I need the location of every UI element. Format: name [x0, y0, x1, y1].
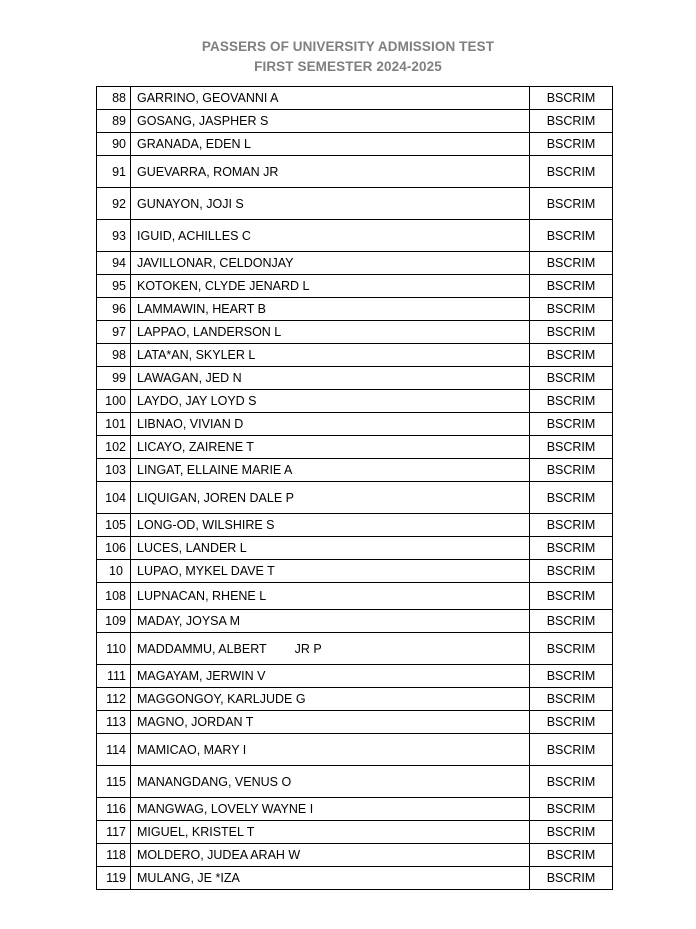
row-number: 115 [97, 766, 131, 798]
program-code: BSCRIM [530, 156, 613, 188]
program-code: BSCRIM [530, 537, 613, 560]
student-name: KOTOKEN, CLYDE JENARD L [131, 275, 530, 298]
student-name: LUCES, LANDER L [131, 537, 530, 560]
program-code: BSCRIM [530, 514, 613, 537]
student-name: LICAYO, ZAIRENE T [131, 436, 530, 459]
table-row [97, 133, 613, 156]
student-name: LAYDO, JAY LOYD S [131, 390, 530, 413]
row-number: 118 [97, 844, 131, 867]
row-number: 94 [97, 252, 131, 275]
row-number: 98 [97, 344, 131, 367]
table-row [97, 482, 613, 514]
table-row [97, 275, 613, 298]
student-name: LIQUIGAN, JOREN DALE P [131, 482, 530, 514]
student-name: GRANADA, EDEN L [131, 133, 530, 156]
program-code: BSCRIM [530, 275, 613, 298]
table-row [97, 321, 613, 344]
student-name: LATA*AN, SKYLER L [131, 344, 530, 367]
document-header [0, 37, 696, 77]
table-row [97, 821, 613, 844]
row-number: 10 [97, 560, 131, 583]
program-code: BSCRIM [530, 665, 613, 688]
program-code: BSCRIM [530, 413, 613, 436]
program-code: BSCRIM [530, 252, 613, 275]
program-code: BSCRIM [530, 87, 613, 110]
table-row [97, 583, 613, 610]
student-name: LINGAT, ELLAINE MARIE A [131, 459, 530, 482]
table-row [97, 514, 613, 537]
row-number: 106 [97, 537, 131, 560]
program-code: BSCRIM [530, 711, 613, 734]
program-code: BSCRIM [530, 298, 613, 321]
student-name: MADAY, JOYSA M [131, 610, 530, 633]
student-name: LAPPAO, LANDERSON L [131, 321, 530, 344]
table-row [97, 156, 613, 188]
row-number: 90 [97, 133, 131, 156]
document-subtitle: FIRST SEMESTER 2024-2025 [254, 59, 442, 74]
student-name: GUEVARRA, ROMAN JR [131, 156, 530, 188]
student-name-part: MADDAMMU, ALBERT [137, 641, 267, 656]
program-code: BSCRIM [530, 436, 613, 459]
table-row [97, 344, 613, 367]
table-row [97, 459, 613, 482]
table-row [97, 610, 613, 633]
program-code: BSCRIM [530, 367, 613, 390]
row-number: 97 [97, 321, 131, 344]
passers-table [96, 86, 613, 890]
student-name: MIGUEL, KRISTEL T [131, 821, 530, 844]
document-title: PASSERS OF UNIVERSITY ADMISSION TEST [201, 39, 495, 54]
table-row [97, 798, 613, 821]
student-name: LAMMAWIN, HEART B [131, 298, 530, 321]
row-number: 110 [97, 633, 131, 665]
table-row [97, 110, 613, 133]
student-name: MULANG, JE *IZA [131, 867, 530, 890]
program-code: BSCRIM [530, 798, 613, 821]
program-code: BSCRIM [530, 766, 613, 798]
program-code: BSCRIM [530, 459, 613, 482]
student-name: GARRINO, GEOVANNI A [131, 87, 530, 110]
table-row [97, 711, 613, 734]
student-name: LUPNACAN, RHENE L [131, 583, 530, 610]
row-number: 93 [97, 220, 131, 252]
row-number: 100 [97, 390, 131, 413]
row-number: 114 [97, 734, 131, 766]
student-name: MAGAYAM, JERWIN V [131, 665, 530, 688]
program-code: BSCRIM [530, 482, 613, 514]
program-code: BSCRIM [530, 633, 613, 665]
program-code: BSCRIM [530, 390, 613, 413]
table-row [97, 734, 613, 766]
row-number: 112 [97, 688, 131, 711]
student-name: MOLDERO, JUDEA ARAH W [131, 844, 530, 867]
row-number: 101 [97, 413, 131, 436]
table-row [97, 633, 613, 665]
row-number: 92 [97, 188, 131, 220]
table-row [97, 252, 613, 275]
row-number: 108 [97, 583, 131, 610]
row-number: 104 [97, 482, 131, 514]
program-code: BSCRIM [530, 583, 613, 610]
student-name: LAWAGAN, JED N [131, 367, 530, 390]
table-row [97, 220, 613, 252]
row-number: 88 [97, 87, 131, 110]
row-number: 89 [97, 110, 131, 133]
table-row [97, 298, 613, 321]
student-name: MAGGONGOY, KARLJUDE G [131, 688, 530, 711]
table-row [97, 413, 613, 436]
program-code: BSCRIM [530, 610, 613, 633]
table-row [97, 87, 613, 110]
row-number: 113 [97, 711, 131, 734]
student-name: GUNAYON, JOJI S [131, 188, 530, 220]
row-number: 99 [97, 367, 131, 390]
table-row [97, 688, 613, 711]
row-number: 105 [97, 514, 131, 537]
student-name: MANGWAG, LOVELY WAYNE I [131, 798, 530, 821]
row-number: 109 [97, 610, 131, 633]
student-name: LIBNAO, VIVIAN D [131, 413, 530, 436]
program-code: BSCRIM [530, 844, 613, 867]
program-code: BSCRIM [530, 110, 613, 133]
student-name: IGUID, ACHILLES C [131, 220, 530, 252]
student-name [131, 633, 530, 665]
program-code: BSCRIM [530, 220, 613, 252]
table-row [97, 390, 613, 413]
program-code: BSCRIM [530, 734, 613, 766]
table-row [97, 867, 613, 890]
program-code: BSCRIM [530, 133, 613, 156]
student-name: MAMICAO, MARY I [131, 734, 530, 766]
row-number: 102 [97, 436, 131, 459]
table-row [97, 367, 613, 390]
program-code: BSCRIM [530, 188, 613, 220]
table-row [97, 188, 613, 220]
student-name: MANANGDANG, VENUS O [131, 766, 530, 798]
student-name: JAVILLONAR, CELDONJAY [131, 252, 530, 275]
program-code: BSCRIM [530, 867, 613, 890]
student-name: LONG-OD, WILSHIRE S [131, 514, 530, 537]
program-code: BSCRIM [530, 560, 613, 583]
program-code: BSCRIM [530, 688, 613, 711]
program-code: BSCRIM [530, 344, 613, 367]
row-number: 103 [97, 459, 131, 482]
row-number: 117 [97, 821, 131, 844]
table-row [97, 436, 613, 459]
table-row [97, 560, 613, 583]
table-row [97, 665, 613, 688]
row-number: 91 [97, 156, 131, 188]
student-name: LUPAO, MYKEL DAVE T [131, 560, 530, 583]
row-number: 111 [97, 665, 131, 688]
row-number: 96 [97, 298, 131, 321]
student-name: MAGNO, JORDAN T [131, 711, 530, 734]
student-name-suffix: JR P [294, 641, 322, 656]
program-code: BSCRIM [530, 321, 613, 344]
row-number: 116 [97, 798, 131, 821]
table-row [97, 844, 613, 867]
program-code: BSCRIM [530, 821, 613, 844]
row-number: 95 [97, 275, 131, 298]
row-number: 119 [97, 867, 131, 890]
table-row [97, 537, 613, 560]
student-name: GOSANG, JASPHER S [131, 110, 530, 133]
table-row [97, 766, 613, 798]
